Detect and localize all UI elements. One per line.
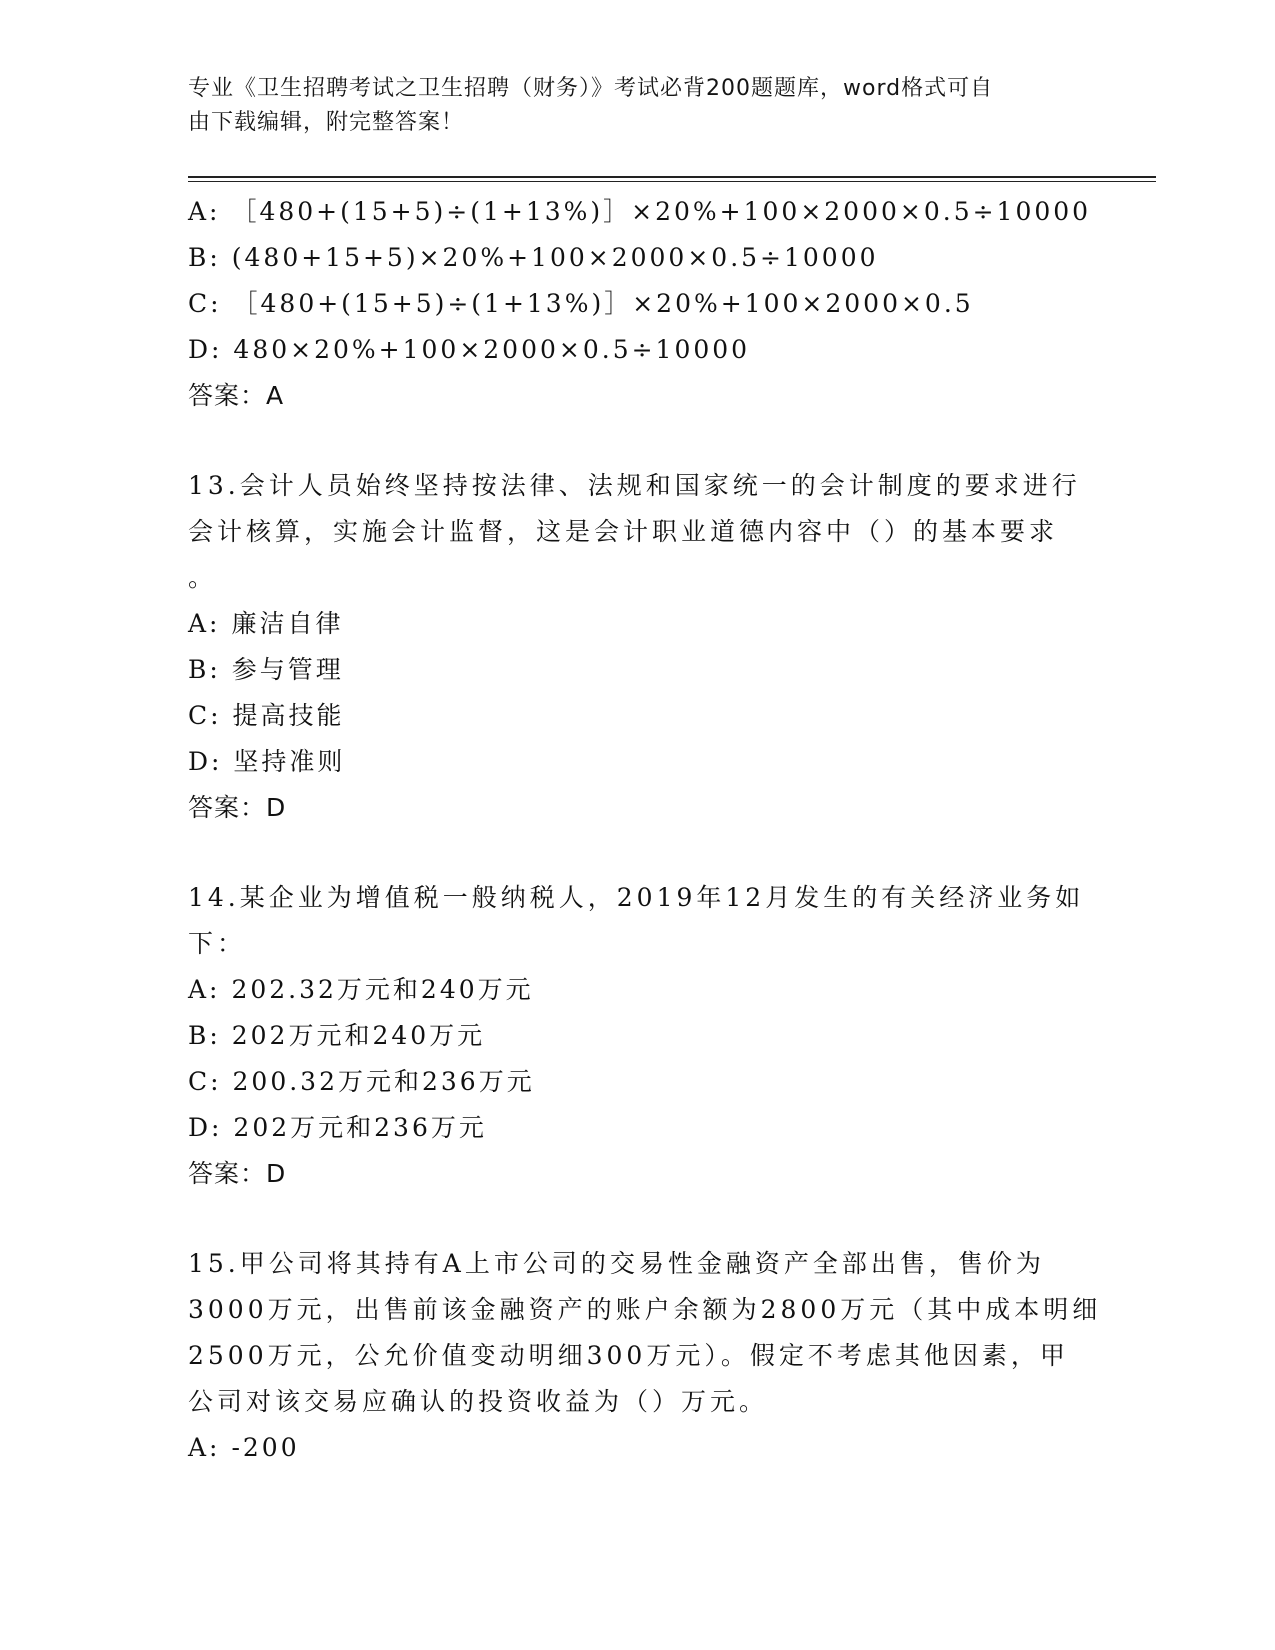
question-text-line: 下： bbox=[188, 929, 247, 958]
option-text: 480×20%+100×2000×0.5÷10000 bbox=[233, 335, 751, 364]
option-label: A: bbox=[188, 975, 221, 1004]
question-text-line: 。 bbox=[188, 563, 218, 592]
option-text: ［480+(15+5)÷(1+13%)］×20%+100×2000×0.5 bbox=[232, 289, 974, 318]
option-text: 坚持准则 bbox=[233, 747, 346, 776]
option-label: C: bbox=[188, 1067, 222, 1096]
option-text: (480+15+5)×20%+100×2000×0.5÷10000 bbox=[231, 243, 879, 272]
option-b bbox=[188, 647, 1088, 693]
question-text-line: 公司对该交易应确认的投资收益为（）万元。 bbox=[188, 1387, 769, 1416]
option-text: 202万元和236万元 bbox=[233, 1113, 487, 1142]
option-a bbox=[188, 189, 1092, 235]
option-label: D: bbox=[188, 1113, 223, 1142]
option-label: B: bbox=[188, 1021, 221, 1050]
option-label: C: bbox=[188, 701, 222, 730]
option-text: 202万元和240万元 bbox=[231, 1021, 486, 1050]
question-15 bbox=[188, 1241, 1102, 1471]
option-c bbox=[188, 693, 1088, 739]
question-14 bbox=[188, 875, 1088, 1197]
answer-line: 答案：D bbox=[188, 1159, 287, 1188]
option-label: A: bbox=[188, 1433, 221, 1462]
option-label: B: bbox=[188, 655, 221, 684]
option-d bbox=[188, 739, 1088, 785]
question-content bbox=[188, 189, 1102, 1471]
option-label: D: bbox=[188, 335, 223, 364]
answer-line: 答案：A bbox=[188, 381, 285, 410]
option-text: ［480+(15+5)÷(1+13%)］×20%+100×2000×0.5÷10000 bbox=[231, 197, 1092, 226]
option-a bbox=[188, 1425, 1088, 1471]
question-text-line: 15.甲公司将其持有A上市公司的交易性金融资产全部出售，售价为 bbox=[188, 1249, 1045, 1278]
question-text-line: 会计核算，实施会计监督，这是会计职业道德内容中（）的基本要求 bbox=[188, 517, 1059, 546]
option-c bbox=[188, 281, 1088, 327]
option-c bbox=[188, 1059, 1088, 1105]
option-text: -200 bbox=[231, 1433, 300, 1462]
option-text: 廉洁自律 bbox=[231, 609, 344, 638]
spacer bbox=[188, 1197, 1088, 1241]
header-line-2: 由下载编辑，附完整答案！ bbox=[188, 110, 465, 135]
question-text-line: 14.某企业为增值税一般纳税人，2019年12月发生的有关经济业务如 bbox=[188, 883, 1085, 912]
option-label: A: bbox=[188, 197, 221, 226]
option-label: A: bbox=[188, 609, 221, 638]
question-13 bbox=[188, 463, 1088, 831]
option-text: 202.32万元和240万元 bbox=[231, 975, 534, 1004]
spacer bbox=[188, 419, 1088, 463]
option-text: 提高技能 bbox=[232, 701, 345, 730]
document-header bbox=[188, 72, 1088, 140]
option-label: D: bbox=[188, 747, 223, 776]
answer-line: 答案：D bbox=[188, 793, 287, 822]
header-line-1: 专业《卫生招聘考试之卫生招聘（财务）》考试必背200题题库，word格式可自 bbox=[188, 76, 994, 101]
question-text-line: 13.会计人员始终坚持按法律、法规和国家统一的会计制度的要求进行 bbox=[188, 471, 1081, 500]
option-text: 200.32万元和236万元 bbox=[232, 1067, 535, 1096]
option-d bbox=[188, 327, 1088, 373]
header-divider-thin bbox=[188, 181, 1156, 182]
option-a bbox=[188, 601, 1088, 647]
option-label: B: bbox=[188, 243, 221, 272]
option-b bbox=[188, 235, 1088, 281]
question-12 bbox=[188, 189, 1092, 419]
header-divider-thick bbox=[188, 176, 1156, 178]
option-a bbox=[188, 967, 1088, 1013]
spacer bbox=[188, 831, 1088, 875]
question-text-line: 2500万元，公允价值变动明细300万元）。假定不考虑其他因素，甲 bbox=[188, 1341, 1069, 1370]
option-text: 参与管理 bbox=[231, 655, 344, 684]
option-label: C: bbox=[188, 289, 222, 318]
option-b bbox=[188, 1013, 1088, 1059]
question-text-line: 3000万元，出售前该金融资产的账户余额为2800万元（其中成本明细 bbox=[188, 1295, 1102, 1324]
option-d bbox=[188, 1105, 1088, 1151]
